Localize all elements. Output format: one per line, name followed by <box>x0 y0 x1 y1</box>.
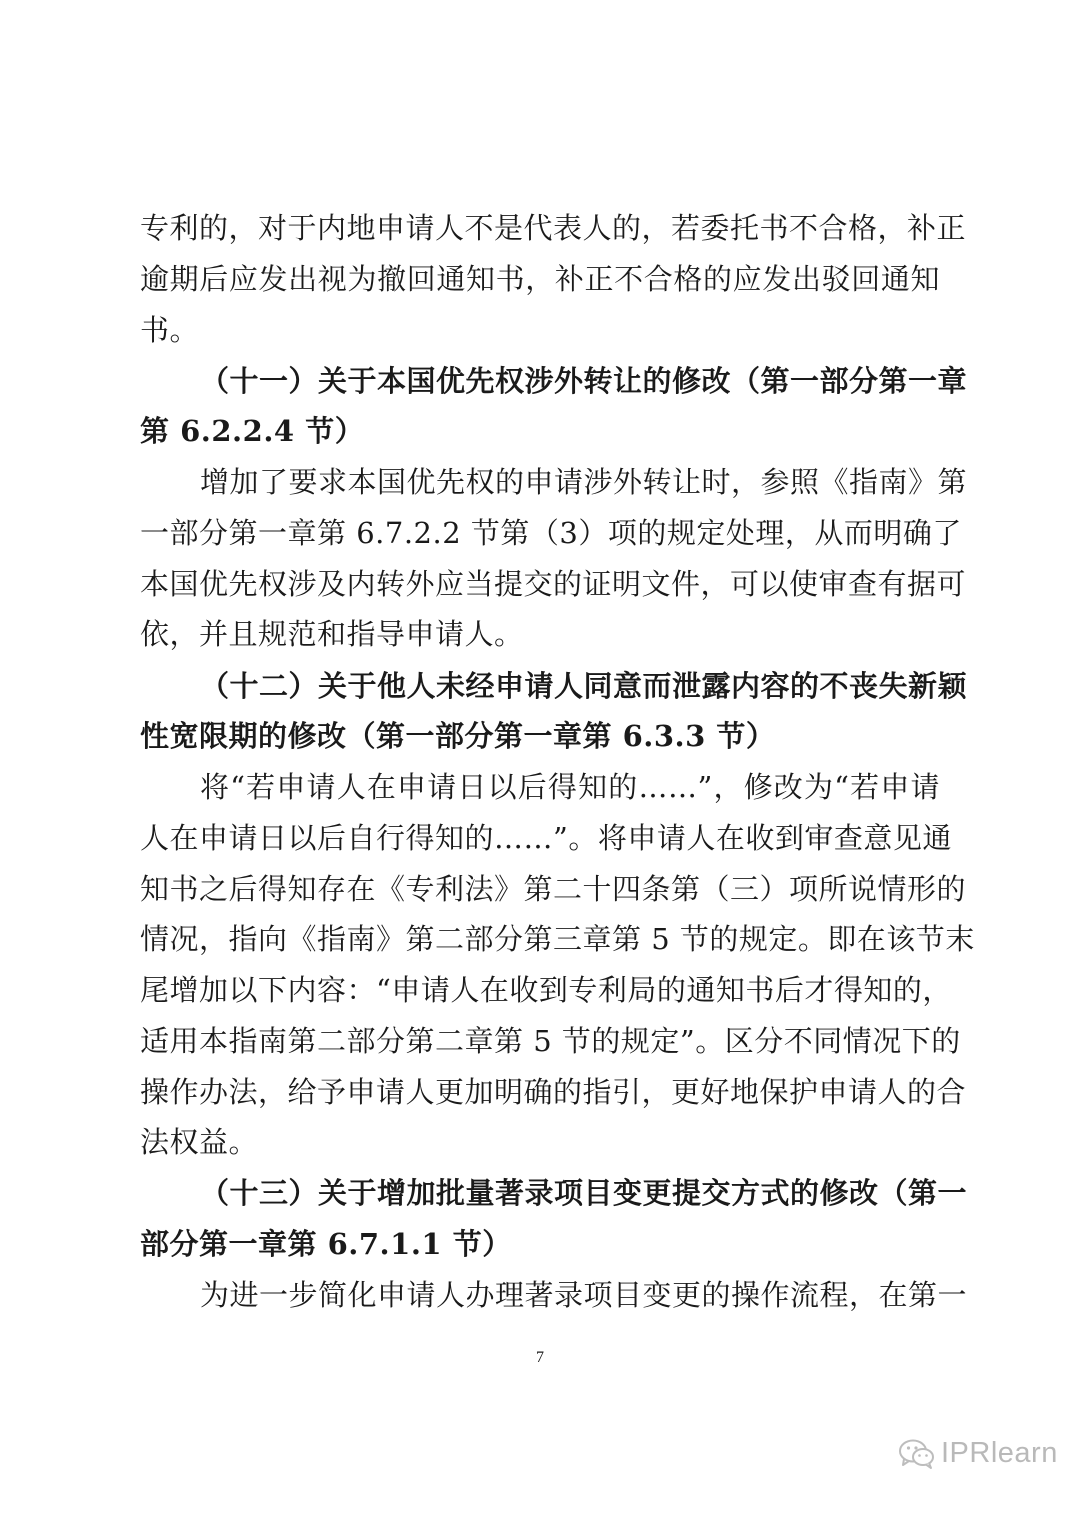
section-heading-13: （十三）关于增加批量著录项目变更提交方式的修改（第一 <box>200 1176 968 1210</box>
body-line: 尾增加以下内容：“申请人在收到专利局的通知书后才得知的， <box>140 973 952 1007</box>
watermark <box>898 1434 1058 1474</box>
body-line: 专利的，对于内地申请人不是代表人的，若委托书不合格，补正 <box>140 211 967 245</box>
body-line: 依，并且规范和指导申请人。 <box>140 617 524 651</box>
section-heading-11: （十一）关于本国优先权涉外转让的修改（第一部分第一章 <box>200 364 968 398</box>
body-line: 逾期后应发出视为撤回通知书，补正不合格的应发出驳回通知 <box>140 262 940 296</box>
body-line: 本国优先权涉及内转外应当提交的证明文件，可以使审查有据可 <box>140 567 967 601</box>
body-line: 将“若申请人在申请日以后得知的……”，修改为“若申请 <box>200 770 940 804</box>
body-line: 适用本指南第二部分第二章第 5 节的规定”。区分不同情况下的 <box>140 1024 961 1058</box>
section-heading-12-cont: 性宽限期的修改（第一部分第一章第 6.3.3 节） <box>140 719 776 753</box>
section-heading-12: （十二）关于他人未经申请人同意而泄露内容的不丧失新颖 <box>200 669 968 703</box>
page-number: 7 <box>536 1349 544 1366</box>
body-line: 知书之后得知存在《专利法》第二十四条第（三）项所说情形的 <box>140 872 967 906</box>
body-line: 为进一步简化申请人办理著录项目变更的操作流程，在第一 <box>200 1278 968 1312</box>
section-heading-13-cont: 部分第一章第 6.7.1.1 节） <box>140 1227 512 1261</box>
body-line: 人在申请日以后自行得知的……”。将申请人在收到审查意见通 <box>140 821 952 855</box>
watermark-text: IPRlearn <box>941 1437 1058 1469</box>
body-line: 法权益。 <box>140 1125 259 1159</box>
body-line: 操作办法，给予申请人更加明确的指引，更好地保护申请人的合 <box>140 1075 967 1109</box>
body-line: 书。 <box>140 313 200 347</box>
body-line: 情况，指向《指南》第二部分第三章第 5 节的规定。即在该节末 <box>140 922 975 956</box>
wechat-icon <box>898 1438 936 1470</box>
body-line: 一部分第一章第 6.7.2.2 节第（3）项的规定处理，从而明确了 <box>140 516 962 550</box>
body-line: 增加了要求本国优先权的申请涉外转让时，参照《指南》第 <box>200 465 968 499</box>
section-heading-11-cont: 第 6.2.2.4 节） <box>140 414 365 448</box>
